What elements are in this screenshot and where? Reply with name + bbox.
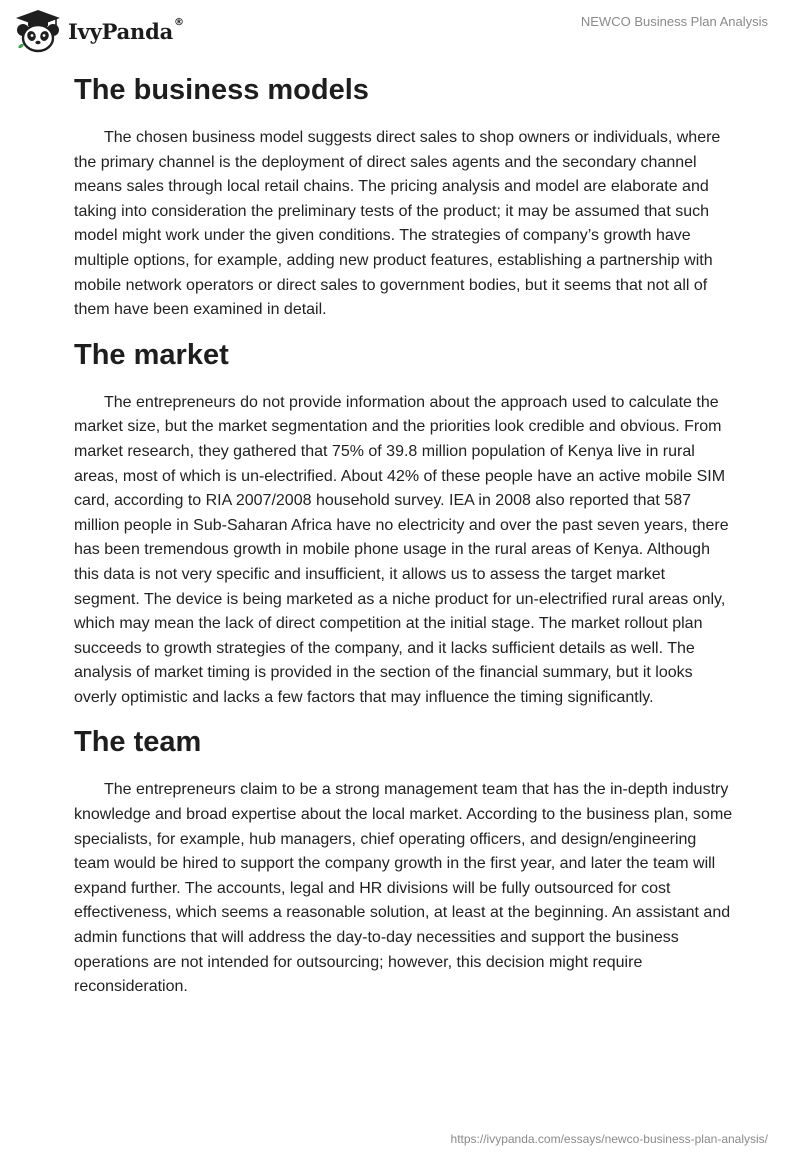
section-market	[74, 331, 734, 711]
section-paragraph: The entrepreneurs do not provide information about the approach used to calculate the market size, but the market segmentation and the priorities look credible and obvious. From market research, they gathered that 75% of 39.8 million population of Kenya live in rural areas, most of which is un-electrified. About 42% of these people have an active mobile SIM card, according to RIA 2007/2008 household survey. IEA in 2008 also reported that 587 million people in Sub-Saharan Africa have no electricity and over the past seven years, there has been tremendous growth in mobile phone usage in the rural areas of Kenya. Although this data is not very specific and insufficient, it allows us to assess the target market segment. The device is being marketed as a niche product for un-electrified rural areas only, which may mean the lack of direct competition at the initial stage. The market rollout plan succeeds to growth strategies of the company, and it lacks sufficient details as well. The analysis of market timing is provided in the section of the financial summary, but it looks overly optimistic and lacks a few factors that may influence the timing significantly.	[74, 393, 729, 706]
brand-wordmark: IvyPanda	[68, 18, 174, 44]
ivypanda-logo[interactable]	[14, 8, 184, 54]
section-paragraph: The entrepreneurs claim to be a strong management team that has the in-depth industry knowledge and broad expertise about the local market. According to the business plan, some specialists, for example, hub managers, chief operating officers, and design/engineering team would be hired to support the company growth in the first year, and later the team will expand further. The accounts, legal and HR divisions will be fully outsourced for cost effectiveness, which seems a reasonable solution, at least at the beginning. An assistant and admin functions that will address the day-to-day necessities and support the business operations are not intended for outsourcing; however, this decision might require reconsideration.	[74, 781, 733, 996]
brand-name	[68, 16, 184, 44]
panda-graduate-icon	[14, 8, 62, 54]
section-heading: The business models	[74, 74, 369, 106]
essay-body	[74, 66, 734, 1008]
source-url[interactable]: https://ivypanda.com/essays/newco-business-plan-analysis/	[450, 1132, 768, 1146]
section-team	[74, 718, 734, 999]
section-paragraph: The chosen business model suggests direct sales to shop owners or individuals, where the primary channel is the deployment of direct sales agents and the secondary channel means sales through local retail chains. The pricing analysis and model are elaborate and taking into consideration the preliminary tests of the product; it may be assumed that such model might work under the given conditions. The strategies of company’s growth have multiple options, for example, adding new product features, establishing a partnership with mobile network operators or direct sales to government bodies, but it seems that not all of them have been examined in detail.	[74, 129, 721, 319]
section-business-models	[74, 66, 734, 323]
registered-mark: ®	[174, 16, 184, 28]
section-heading: The market	[74, 338, 229, 371]
page-header	[0, 0, 800, 62]
document-title: NEWCO Business Plan Analysis	[580, 14, 768, 29]
section-heading: The team	[74, 726, 202, 759]
